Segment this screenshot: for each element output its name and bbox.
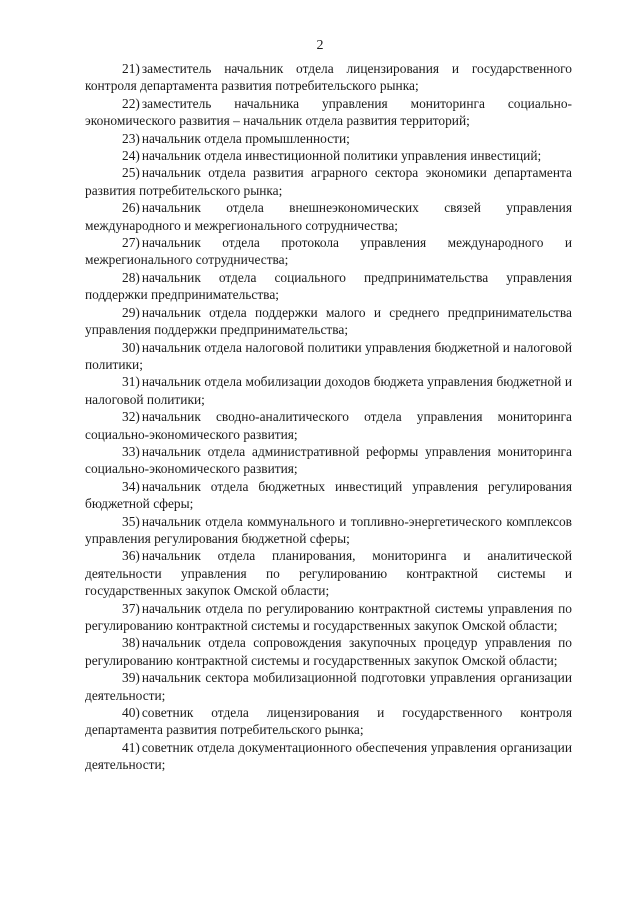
list-item bbox=[85, 373, 572, 408]
list-item-number: 36) bbox=[122, 548, 140, 564]
list-item bbox=[85, 199, 572, 234]
list-item-number: 32) bbox=[122, 409, 140, 425]
list-item bbox=[85, 95, 572, 130]
list-item-number: 33) bbox=[122, 443, 140, 459]
list-item bbox=[85, 234, 572, 269]
list-item-number: 21) bbox=[122, 61, 140, 76]
list-item-text: начальник отдела инвестиционной политики управления инвестиций; bbox=[141, 148, 542, 164]
list-item-number: 31) bbox=[122, 374, 140, 390]
list-item-text: советник отдела лицензирования и государственного контроля департамента развития потребительского рынка; bbox=[85, 705, 572, 738]
list-item bbox=[85, 547, 572, 599]
list-item-text: начальник сектора мобилизационной подготовки управления организации деятельности; bbox=[85, 670, 572, 703]
list-item-number: 35) bbox=[122, 513, 140, 529]
list-item bbox=[85, 443, 572, 478]
list-item-text: начальник отдела по регулированию контрактной системы управления по регулированию контрактной системы и государственных закупок Омской области; bbox=[85, 600, 572, 633]
list-item-number: 26) bbox=[122, 200, 140, 216]
list-item bbox=[85, 60, 572, 95]
list-item-text: начальник отдела коммунального и топливно-энергетического комплексов управления регулирования бюджетной сферы; bbox=[85, 513, 572, 546]
list-item-text: начальник отдела мобилизации доходов бюджета управления бюджетной и налоговой политики; bbox=[85, 374, 572, 407]
list-item bbox=[85, 269, 572, 304]
list-item bbox=[85, 669, 572, 704]
list-item bbox=[85, 130, 572, 147]
list-item-number: 29) bbox=[122, 304, 140, 320]
list-item bbox=[85, 739, 572, 774]
list-item-text: заместитель начальник отдела лицензирования и государственного контроля департамента развития потребительского рынка; bbox=[85, 61, 572, 94]
list-item bbox=[85, 634, 572, 669]
list-item-number: 24) bbox=[122, 148, 140, 164]
list-item-number: 37) bbox=[122, 600, 140, 616]
list-item-text: советник отдела документационного обеспечения управления организации деятельности; bbox=[85, 739, 572, 773]
list-item bbox=[85, 600, 572, 635]
list-item-number: 25) bbox=[122, 165, 140, 181]
list-item-number: 41) bbox=[122, 739, 140, 755]
list-item-number: 34) bbox=[122, 478, 140, 494]
list-item-number: 38) bbox=[122, 635, 140, 651]
list-item-text: начальник отдела поддержки малого и среднего предпринимательства управления поддержки предпринимательства; bbox=[85, 304, 572, 338]
list-item-text: начальник отдела административной реформы управления мониторинга социально-экономического развития; bbox=[85, 443, 572, 477]
list-item bbox=[85, 147, 572, 164]
list-item-number: 28) bbox=[122, 269, 140, 285]
list-item-number: 22) bbox=[122, 95, 140, 111]
list-item-text: начальник отдела социального предпринимательства управления поддержки предпринимательства; bbox=[85, 269, 572, 303]
list-item-number: 40) bbox=[122, 705, 140, 721]
list-item-number: 27) bbox=[122, 235, 140, 251]
list-item-text: начальник сводно-аналитического отдела управления мониторинга социально-экономического развития; bbox=[85, 409, 572, 442]
list-item-text: начальник отдела внешнеэкономических связей управления международного и межрегионального сотрудничества; bbox=[85, 200, 572, 233]
list-item bbox=[85, 304, 572, 339]
list-item-text: начальник отдела промышленности; bbox=[141, 130, 350, 146]
list-item-text: начальник отдела протокола управления международного и межрегионального сотрудничества; bbox=[85, 235, 572, 268]
list-item bbox=[85, 339, 572, 374]
page-number: 2 bbox=[316, 38, 324, 53]
list-item bbox=[85, 164, 572, 199]
list-item bbox=[85, 478, 572, 513]
list-item bbox=[85, 408, 572, 443]
list-item-text: заместитель начальника управления мониторинга социально-экономического развития – начальник отдела развития территорий; bbox=[85, 95, 572, 129]
list-item bbox=[85, 513, 572, 548]
document-body bbox=[85, 60, 572, 774]
list-item-text: начальник отдела налоговой политики управления бюджетной и налоговой политики; bbox=[85, 339, 572, 372]
list-item-number: 30) bbox=[122, 339, 140, 355]
list-item-number: 39) bbox=[122, 670, 140, 686]
list-item-text: начальник отдела планирования, мониторинга и аналитической деятельности управления по регулированию контрактной системы и государственных закупок Омской области; bbox=[85, 548, 572, 599]
list-item-text: начальник отдела сопровождения закупочных процедур управления по регулированию контрактной системы и государственных закупок Омской области; bbox=[85, 635, 572, 668]
list-item bbox=[85, 704, 572, 739]
list-item-text: начальник отдела бюджетных инвестиций управления регулирования бюджетной сферы; bbox=[85, 478, 572, 512]
list-item-text: начальник отдела развития аграрного сектора экономики департамента развития потребительского рынка; bbox=[85, 165, 572, 198]
list-item-number: 23) bbox=[122, 130, 140, 146]
